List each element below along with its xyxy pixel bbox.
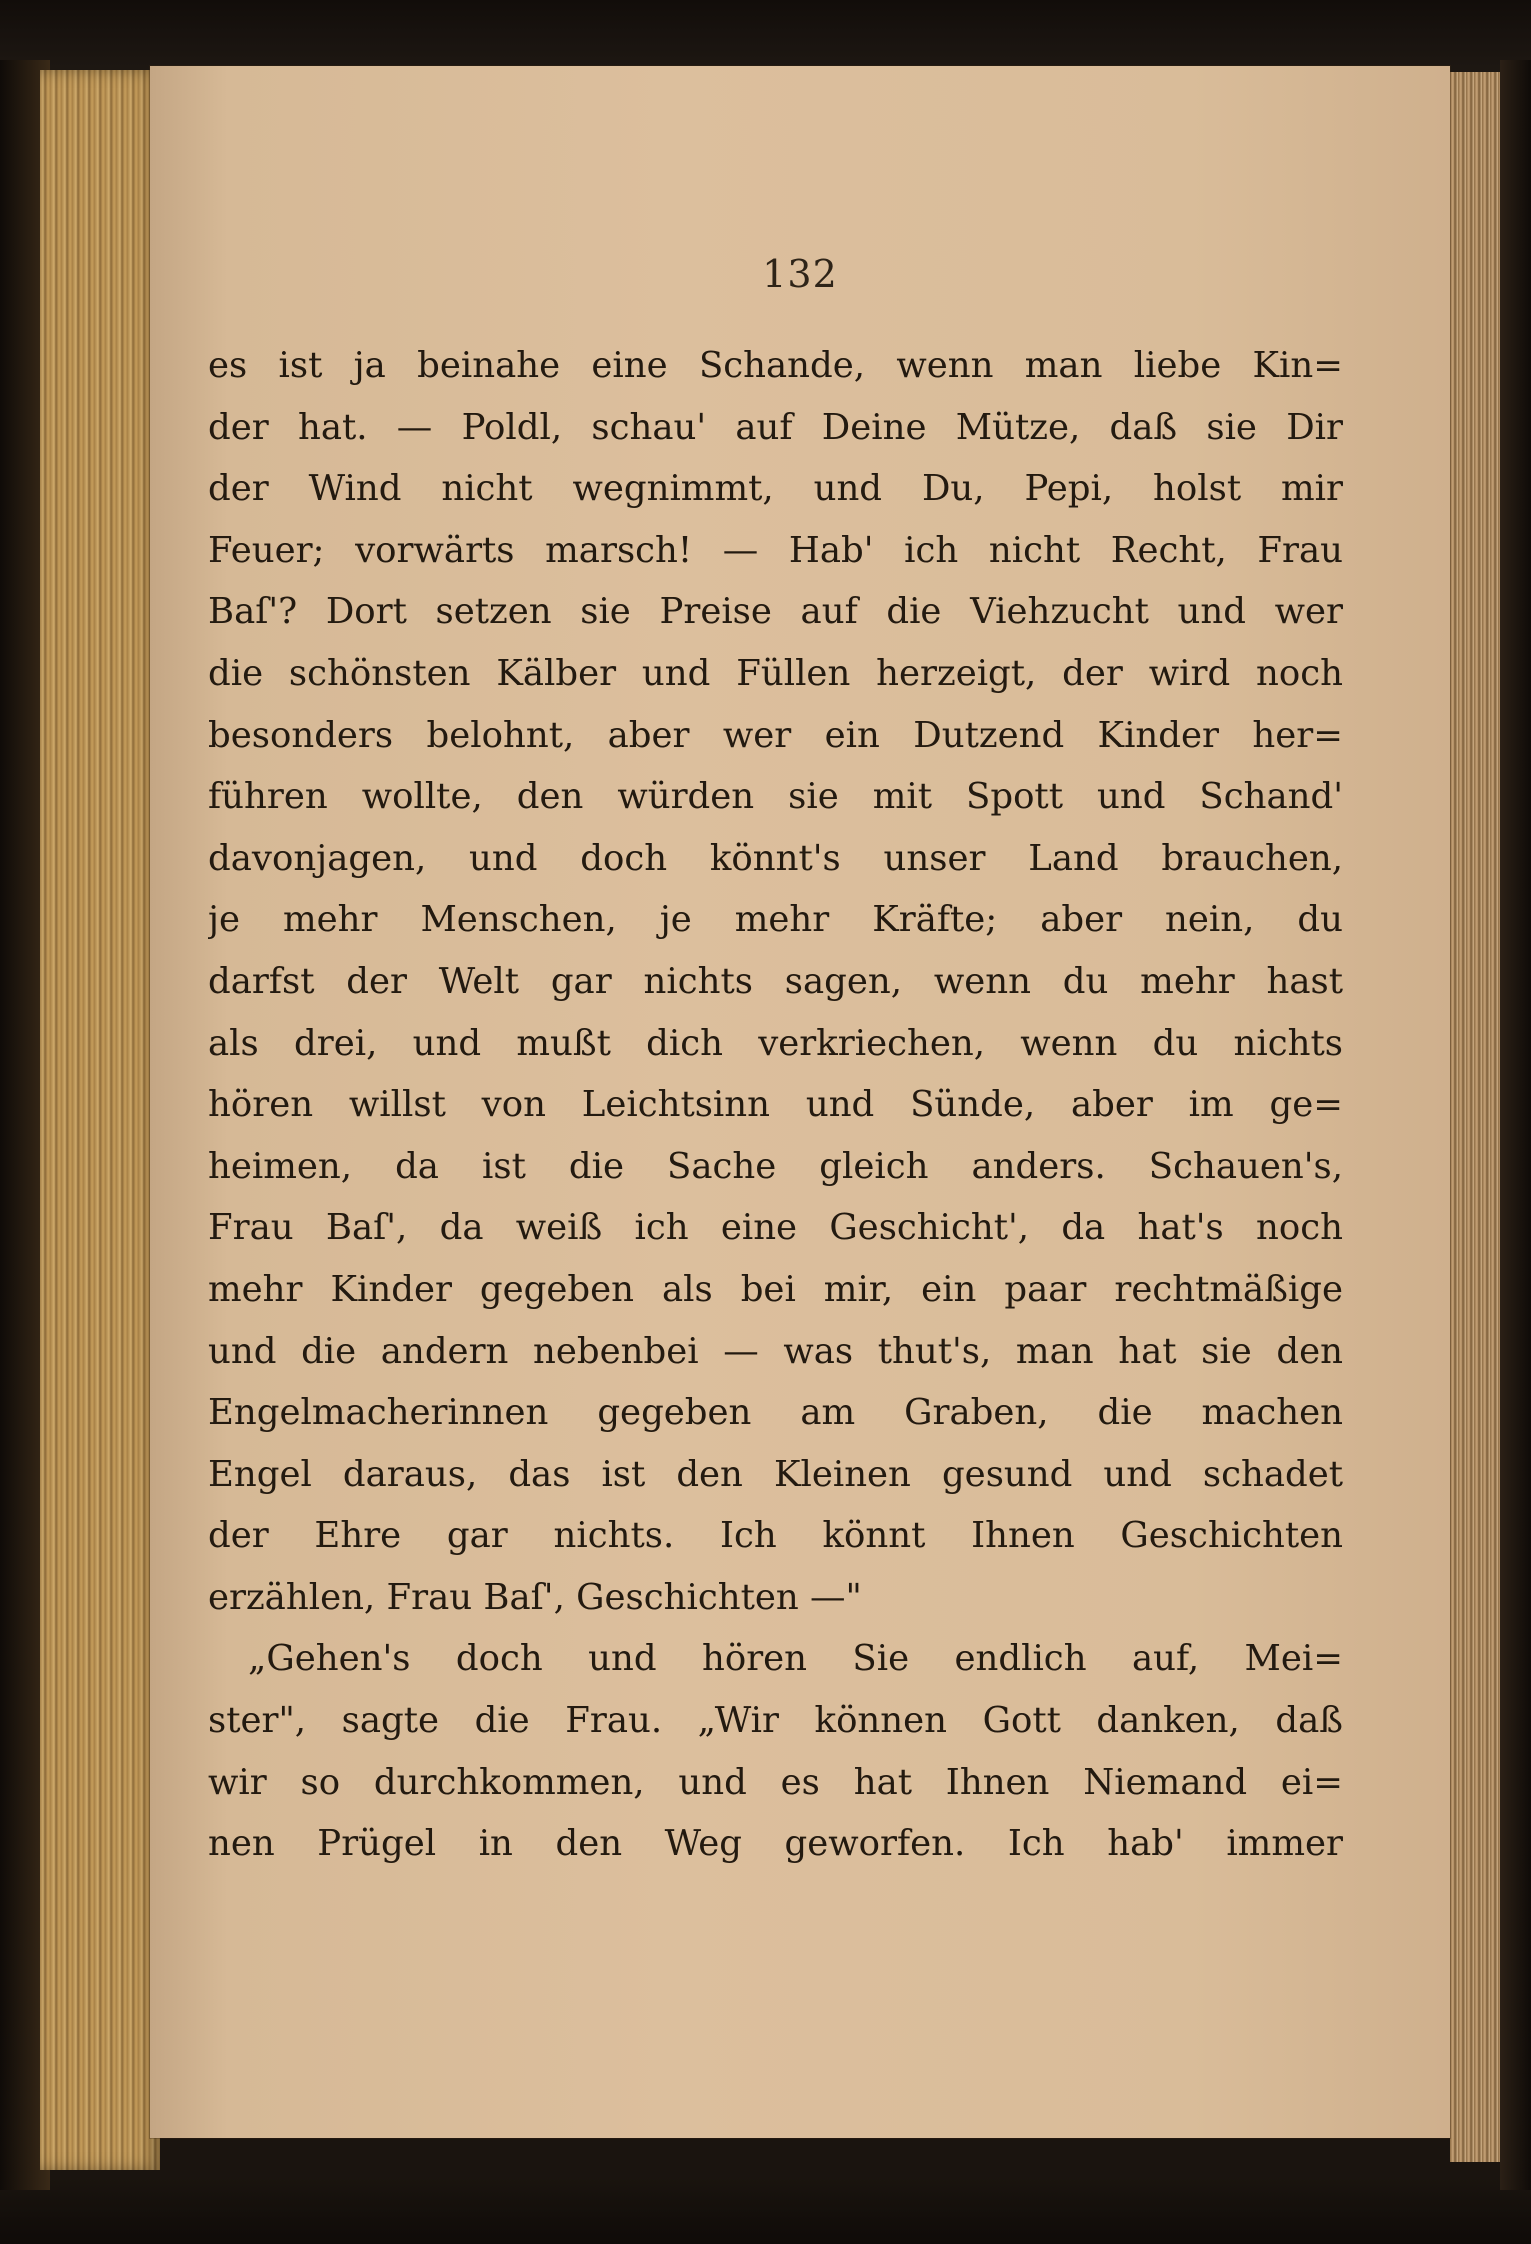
text-line: wir so durchkommen, und es hat Ihnen Niemand ei=	[208, 1761, 1343, 1803]
text-line: hören willst von Leichtsinn und Sünde, aber im ge=	[208, 1084, 1343, 1126]
text-line: erzählen, Frau Baſ', Geschichten —"	[208, 1576, 862, 1618]
text-line: Frau Baſ', da weiß ich eine Geschicht', da hat's noch	[208, 1207, 1343, 1249]
text-line: ster", sagte die Frau. „Wir können Gott danken, daß	[208, 1700, 1343, 1742]
text-line: und die andern nebenbei — was thut's, man hat sie den	[208, 1330, 1343, 1372]
book-cover-edge	[1500, 60, 1531, 2190]
text-line: es ist ja beinahe eine Schande, wenn man liebe Kin=	[208, 345, 1343, 386]
text-line: je mehr Menschen, je mehr Kräfte; aber nein, du	[208, 899, 1343, 941]
text-line: führen wollte, den würden sie mit Spott und Schand'	[208, 776, 1343, 818]
text-line: der hat. — Poldl, schau' auf Deine Mütze, daß sie Dir	[208, 406, 1343, 448]
text-line: „Gehen's doch und hören Sie endlich auf, Mei=	[248, 1638, 1343, 1680]
text-line: als drei, und mußt dich verkriechen, wenn du nichts	[208, 1022, 1343, 1064]
text-line: Baſ'? Dort setzen sie Preise auf die Viehzucht und wer	[208, 591, 1343, 633]
text-line: besonders belohnt, aber wer ein Dutzend Kinder her=	[208, 714, 1343, 756]
text-line: Feuer; vorwärts marsch! — Hab' ich nicht Recht, Frau	[208, 529, 1343, 571]
text-line: die schönsten Kälber und Füllen herzeigt, der wird noch	[208, 652, 1343, 694]
page-number: 132	[762, 252, 838, 296]
page-edges-left	[40, 70, 160, 2170]
text-line: darfst der Welt gar nichts sagen, wenn du mehr hast	[208, 960, 1343, 1002]
text-line: Engel daraus, das ist den Kleinen gesund und schadet	[208, 1453, 1343, 1495]
text-line: Engelmacherinnen gegeben am Graben, die machen	[208, 1392, 1343, 1434]
text-line: nen Prügel in den Weg geworfen. Ich hab' immer	[208, 1823, 1343, 1865]
text-line: davonjagen, und doch könnt's unser Land brauchen,	[208, 837, 1343, 879]
text-line: heimen, da ist die Sache gleich anders. Schauen's,	[208, 1145, 1343, 1187]
text-line: der Wind nicht wegnimmt, und Du, Pepi, holst mir	[208, 468, 1343, 510]
text-line: der Ehre gar nichts. Ich könnt Ihnen Geschichten	[208, 1515, 1343, 1557]
page-text	[208, 335, 1343, 1875]
text-line: mehr Kinder gegeben als bei mir, ein paar rechtmäßige	[208, 1268, 1343, 1310]
